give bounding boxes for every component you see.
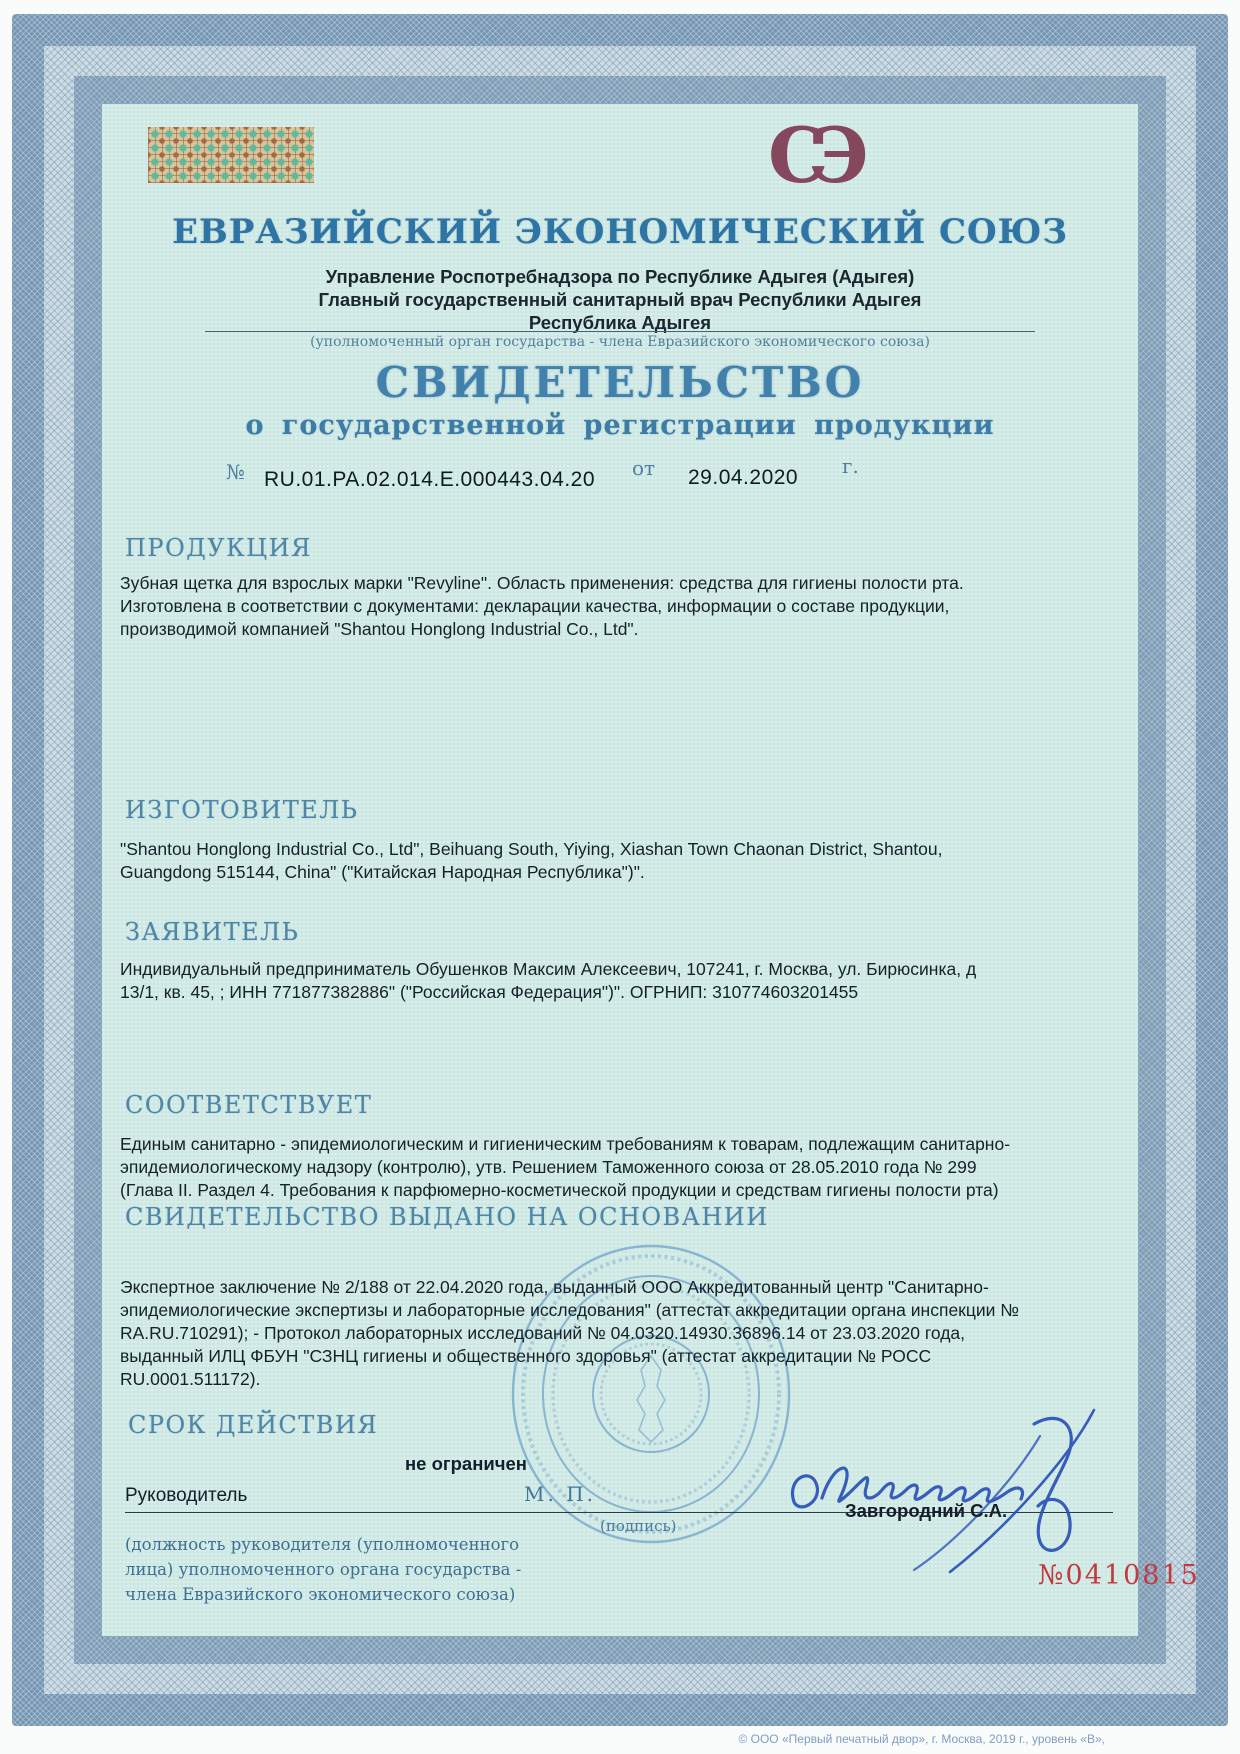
section-heading-manufacturer: ИЗГОТОВИТЕЛЬ [125,796,359,824]
signature-graphic [778,1402,1118,1578]
section-text-manufacturer: "Shantou Honglong Industrial Co., Ltd", Beihuang South, Yiying, Xiashan Town Chaonan District, Shantou, Guangdong 515144, China" ("Китайская Народная Республика")". [120,839,943,882]
section-heading-applicant: ЗАЯВИТЕЛЬ [125,918,300,946]
section-heading-complies: СООТВЕТСТВУЕТ [125,1091,373,1119]
form-serial-number: №0410815 [1038,1560,1200,1591]
section-text-complies: Единым санитарно - эпидемиологическим и гигиеническим требованиям к товарам, подлежащим санитарно-эпидемиологическому надзору (контролю), утв. Решением Таможенного союза от 28.05.2010 года № 299 (Глава II. Раздел 4. Требования к парфюмерно-косметической продукции и средствам гигиены полости рта) [120,1134,1011,1200]
validity-value: не ограничен [405,1453,527,1474]
authority-underline [205,331,1035,332]
authority-line-3: Республика Адыгея [528,312,712,333]
holographic-security-patch [148,127,314,183]
section-heading-basis: СВИДЕТЕЛЬСТВО ВЫДАНО НА ОСНОВАНИИ [125,1203,769,1231]
section-text-applicant: Индивидуальный предприниматель Обушенков Максим Алексеевич, 107241, г. Москва, ул. Бирюсинка, д 13/1, кв. 45, ; ИНН 771877382886" ("Российская Федерация")". ОГРНИП: 310774603201455 [120,959,977,1002]
certificate-date: 29.04.2020 [688,466,799,489]
section-text-basis: Экспертное заключение № 2/188 от 22.04.2020 года, выданный ООО Аккредитованный центр "Санитарно-эпидемиологические экспертизы и лабораторные исследования" (аттестат аккредитации органа инспекции № RA.RU.710291); - Протокол лабораторных исследований № 04.0320.14930.36896.14 от 23.03.2020 года, выданный ИЛЦ ФБУН "СЗНЦ гигиены и общественного здоровья" (аттестат аккредитации № РОСС RU.0001.511172). [120,1277,1020,1389]
certificate-number: RU.01.PA.02.014.E.000443.04.20 [264,468,596,491]
signer-name: Завгородний С.А. [845,1500,1008,1521]
handwritten-signature [778,1402,1118,1583]
authority-line-2: Главный государственный санитарный врач Республики Адыгея [318,289,922,310]
year-label: г. [842,454,859,478]
role-label: Руководитель [125,1485,248,1506]
section-text-product: Зубная щетка для взрослых марки "Revyline". Область применения: средства для гигиены полости рта. Изготовлена в соответствии с документами: декларации качества, информации о составе продукции, производимой компанией "Shantou Honglong Industrial Co., Ltd". [120,573,964,639]
print-shop-info: © ООО «Первый печатный двор», г. Москва, 2019 г., уровень «В», [738,1732,1105,1746]
document-subtitle: о государственной регистрации продукции [245,410,995,441]
union-title: ЕВРАЗИЙСКИЙ ЭКОНОМИЧЕСКИЙ СОЮЗ [172,212,1068,252]
document-title: СВИДЕТЕЛЬСТВО [375,358,865,407]
role-caption: (должность руководителя (уполномоченного лица) уполномоченного органа государства - члена Евразийского экономического союза) [125,1535,522,1604]
se-union-logo: СЭ [768,111,849,200]
authority-line-1: Управление Роспотребнадзора по Республике Адыгея (Адыгея) [325,266,915,287]
date-of-label: от [632,456,656,480]
section-heading-product: ПРОДУКЦИЯ [125,534,312,562]
section-heading-validity: СРОК ДЕЙСТВИЯ [128,1411,379,1439]
number-label: № [226,460,245,484]
signature-caption: (подпись) [600,1517,677,1535]
seal-place-label: М. П. [524,1482,596,1506]
authority-caption: (уполномоченный орган государства - члена Евразийского экономического союза) [310,334,930,350]
